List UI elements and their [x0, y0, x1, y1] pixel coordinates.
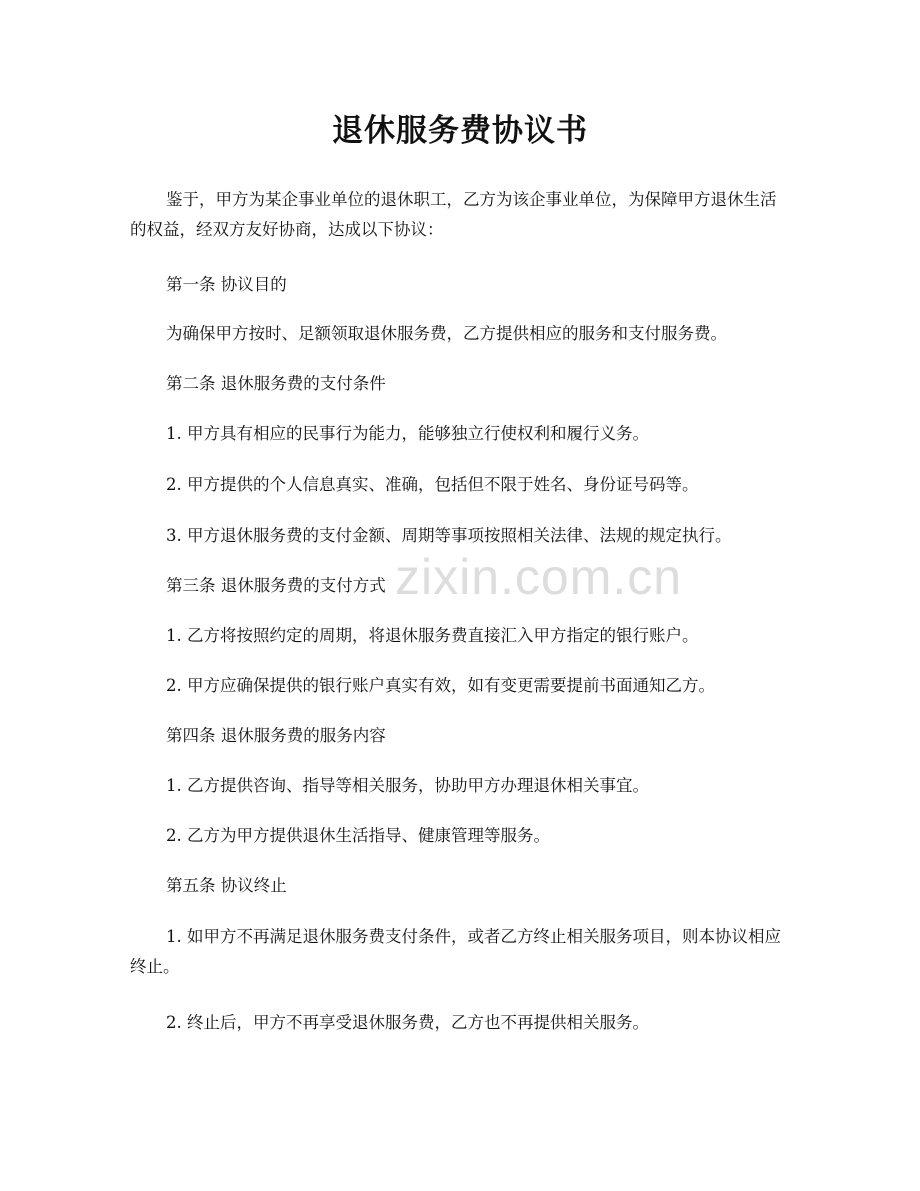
- article3-item: 2. 甲方应确保提供的银行账户真实有效，如有变更需要提前书面通知乙方。: [166, 676, 715, 695]
- article4-item: 2. 乙方为甲方提供退休生活指导、健康管理等服务。: [166, 826, 550, 845]
- article2-heading: 第二条 退休服务费的支付条件: [166, 374, 386, 393]
- article2-item: 2. 甲方提供的个人信息真实、准确，包括但不限于姓名、身份证号码等。: [166, 475, 699, 494]
- article3-heading: 第三条 退休服务费的支付方式: [166, 576, 386, 595]
- article3-item: 1. 乙方将按照约定的周期，将退休服务费直接汇入甲方指定的银行账户。: [166, 626, 699, 645]
- article1-text: 为确保甲方按时、足额领取退休服务费，乙方提供相应的服务和支付服务费。: [166, 324, 727, 343]
- article1-heading: 第一条 协议目的: [166, 275, 287, 294]
- document-title: 退休服务费协议书: [332, 113, 588, 149]
- intro-paragraph: 鉴于，甲方为某企事业单位的退休职工，乙方为该企事业单位，为保障甲方退休生活的权益，经双方友好协商，达成以下协议：: [130, 190, 777, 239]
- article4-item: 1. 乙方提供咨询、指导等相关服务，协助甲方办理退休相关事宜。: [166, 776, 649, 795]
- article5-heading: 第五条 协议终止: [166, 876, 287, 895]
- article5-item: 1. 如甲方不再满足退休服务费支付条件，或者乙方终止相关服务项目，则本协议相应终止。: [130, 927, 781, 976]
- watermark: zixin.com.cn: [395, 549, 683, 605]
- article4-heading: 第四条 退休服务费的服务内容: [166, 726, 386, 745]
- article2-item: 1. 甲方具有相应的民事行为能力，能够独立行使权利和履行义务。: [166, 424, 649, 443]
- article2-item: 3. 甲方退休服务费的支付金额、周期等事项按照相关法律、法规的规定执行。: [166, 526, 732, 545]
- article5-item: 2. 终止后，甲方不再享受退休服务费，乙方也不再提供相关服务。: [166, 1013, 649, 1032]
